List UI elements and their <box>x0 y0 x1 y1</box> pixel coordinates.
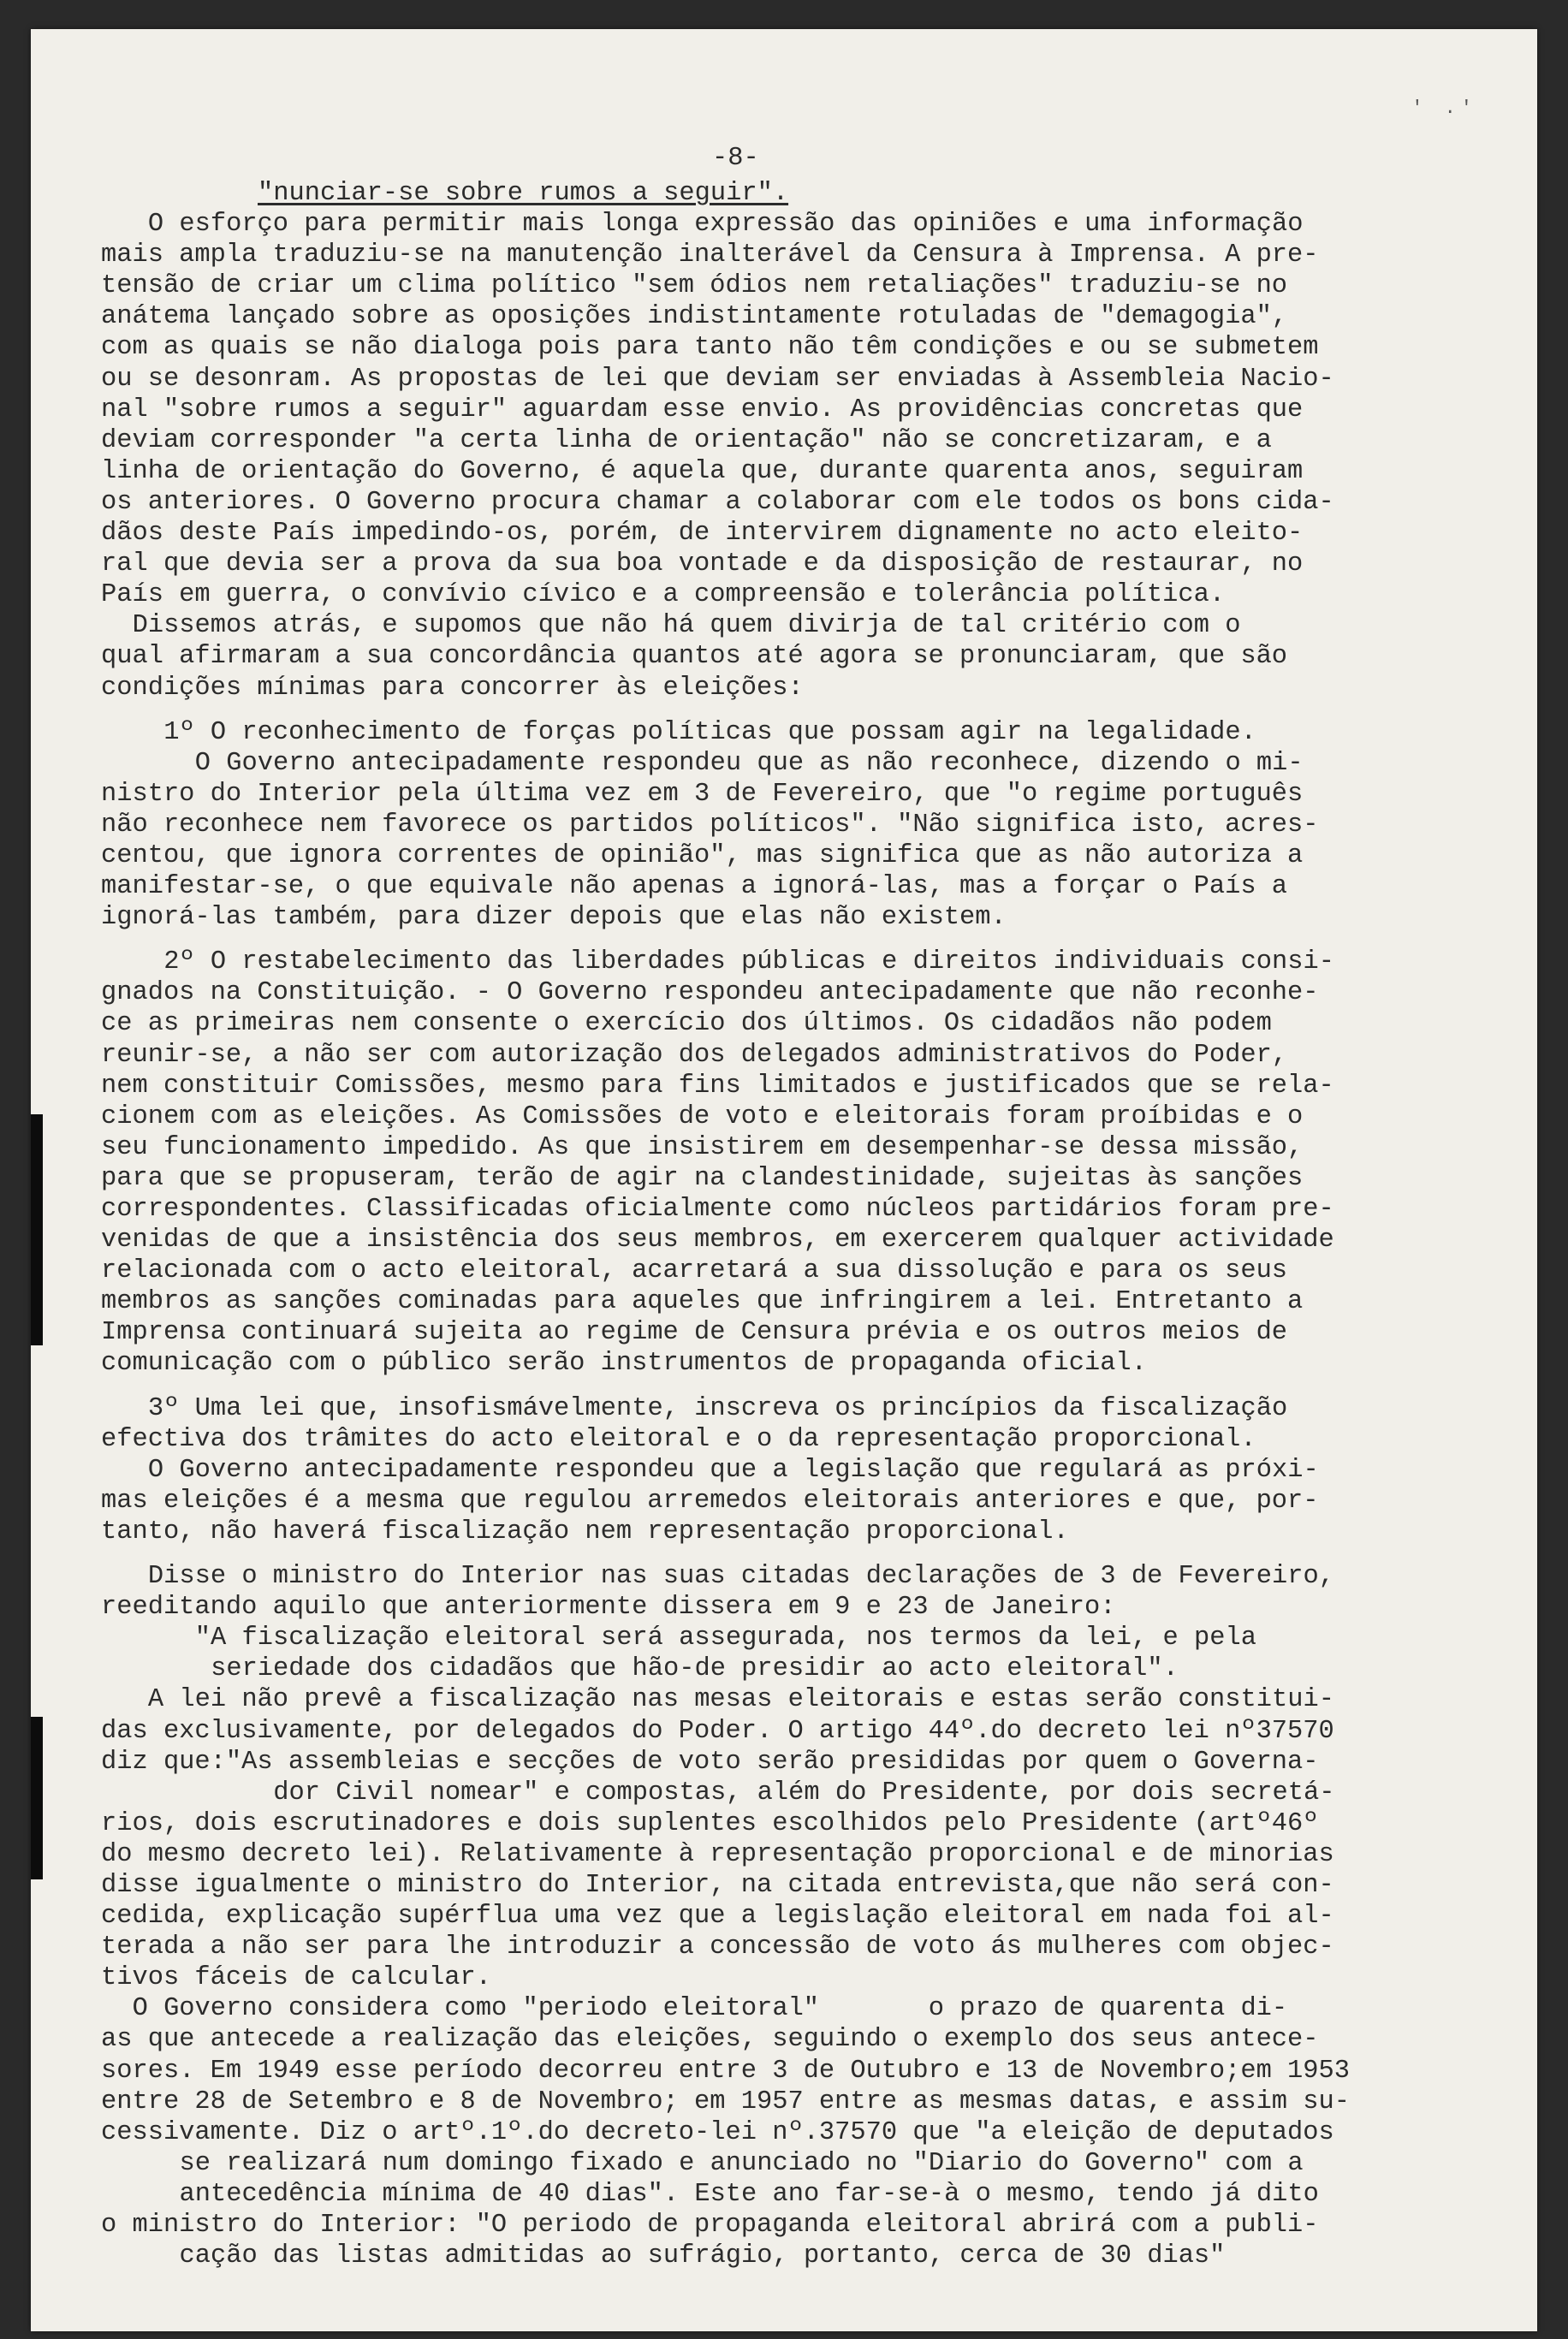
text-line: anátema lançado sobre as oposições indistintamente rotuladas de "demagogia", <box>101 302 1288 332</box>
text-line: País em guerra, o convívio cívico e a compreensão e tolerância política. <box>101 580 1226 610</box>
text-line: O esforço para permitir mais longa expressão das opiniões e uma informação <box>147 210 1304 240</box>
paragraph-gap <box>101 703 1470 717</box>
typewritten-body <box>101 137 1470 2271</box>
scan-edge-mark <box>31 1114 43 1345</box>
text-line: terada a não ser para lhe introduzir a concessão de voto ás mulheres com objec- <box>101 1932 1334 1962</box>
text-line: cionem com as eleições. As Comissões de voto e eleitorais foram proíbidas e o <box>101 1101 1304 1131</box>
text-line: membros as sanções cominadas para aqueles que infringirem a lei. Entretanto a <box>101 1287 1304 1317</box>
text-line: Dissemos atrás, e supomos que não há quem divirja de tal critério com o <box>132 611 1241 641</box>
text-line: 1º O reconhecimento de forças políticas que possam agir na legalidade. <box>163 717 1256 747</box>
text-line: reeditando aquilo que anteriormente dissera em 9 e 23 de Janeiro: <box>101 1593 1116 1623</box>
text-line: qual afirmaram a sua concordância quantos até agora se pronunciaram, que são <box>101 642 1288 672</box>
text-line: Disse o ministro do Interior nas suas citadas declarações de 3 de Fevereiro, <box>147 1562 1334 1592</box>
text-line: manifestar-se, o que equivale não apenas a ignorá-las, mas a forçar o País a <box>101 872 1288 902</box>
text-line: cedida, explicação supérflua uma vez que a legislação eleitoral em nada foi al- <box>101 1902 1334 1932</box>
text-line: centou, que ignora correntes de opinião", mas significa que as não autoriza a <box>101 840 1304 870</box>
text-line: Imprensa continuará sujeita ao regime de Censura prévia e os outros meios de <box>101 1318 1288 1348</box>
text-line: O Governo antecipadamente respondeu que a legislação que regulará as próxi- <box>147 1455 1319 1485</box>
text-line: nem constituir Comissões, mesmo para fins limitados e justificados que se rela- <box>101 1071 1334 1101</box>
text-line: gnados na Constituição. - O Governo respondeu antecipadamente que não reconhe- <box>101 978 1319 1008</box>
text-line: diz que:"As assembleias e secções de voto serão presididas por quem o Governa- <box>101 1747 1319 1777</box>
text-line: com as quais se não dialoga pois para tanto não têm condições e ou se submetem <box>101 333 1319 363</box>
text-line: se realizará num domingo fixado e anunciado no "Diario do Governo" com a <box>179 2148 1304 2178</box>
text-line: ce as primeiras nem consente o exercício dos últimos. Os cidadãos não podem <box>101 1009 1272 1039</box>
text-line: entre 28 de Setembro e 8 de Novembro; em 1957 entre as mesmas datas, e assim su- <box>101 2087 1350 2116</box>
paragraph-gap <box>101 1547 1470 1561</box>
text-line: tivos fáceis de calcular. <box>101 1963 491 1993</box>
text-line: nistro do Interior pela última vez em 3 de Fevereiro, que "o regime português <box>101 779 1304 809</box>
text-line: comunicação com o público serão instrumentos de propaganda oficial. <box>101 1349 1147 1379</box>
text-line: efectiva dos trâmites do acto eleitoral e o da representação proporcional. <box>101 1424 1256 1454</box>
text-line: O Governo considera como "periodo eleitoral" o prazo de quarenta di- <box>132 1994 1288 2024</box>
text-line: mais ampla traduziu-se na manutenção inalterável da Censura à Imprensa. A pre- <box>101 240 1319 270</box>
paragraph-gap <box>101 1380 1470 1393</box>
text-line: para que se propuseram, terão de agir na clandestinidade, sujeitas às sanções <box>101 1163 1304 1193</box>
paragraph-gap <box>101 933 1470 947</box>
text-line: correspondentes. Classificadas oficialmente como núcleos partidários foram pre- <box>101 1195 1334 1224</box>
text-line: seu funcionamento impedido. As que insistirem em desempenhar-se dessa missão, <box>101 1132 1304 1162</box>
ink-specks: ' .' <box>1411 98 1477 119</box>
text-line: nal "sobre rumos a seguir" aguardam esse envio. As providências concretas que <box>101 395 1304 424</box>
text-line: "A fiscalização eleitoral será assegurada, nos termos da lei, e pela <box>194 1624 1256 1653</box>
text-line: antecedência mínima de 40 dias". Este ano far-se-à o mesmo, tendo já dito <box>179 2179 1319 2209</box>
text-line: o ministro do Interior: "O periodo de propaganda eleitoral abrirá com a publi- <box>101 2211 1319 2240</box>
text-line: 2º O restabelecimento das liberdades públicas e direitos individuais consi- <box>163 947 1334 977</box>
text-line: 3º Uma lei que, insofismávelmente, inscreva os princípios da fiscalização <box>147 1393 1288 1423</box>
scan-edge-mark <box>31 1717 43 1879</box>
text-line: cação das listas admitidas ao sufrágio, portanto, cerca de 30 dias" <box>179 2241 1226 2271</box>
text-line: condições mínimas para concorrer às eleições: <box>101 673 804 703</box>
text-line: cessivamente. Diz o artº.1º.do decreto-lei nº.37570 que "a eleição de deputados <box>101 2117 1334 2147</box>
text-line: do mesmo decreto lei). Relativamente à representação proporcional e de minorias <box>101 1839 1334 1869</box>
text-line: dãos deste País impedindo-os, porém, de intervirem dignamente no acto eleito- <box>101 519 1304 549</box>
text-line: dor Civil nomear" e compostas, além do Presidente, por dois secretá- <box>273 1778 1335 1808</box>
text-line: ral que devia ser a prova da sua boa vontade e da disposição de restaurar, no <box>101 549 1304 579</box>
text-line: O Governo antecipadamente respondeu que as não reconhece, dizendo o mi- <box>194 748 1304 778</box>
text-line: rios, dois escrutinadores e dois suplentes escolhidos pelo Presidente (artº46º <box>101 1808 1319 1838</box>
text-line: os anteriores. O Governo procura chamar a colaborar com ele todos os bons cida- <box>101 487 1334 517</box>
text-line: venidas de que a insistência dos seus membros, em exercerem qualquer actividade <box>101 1226 1334 1256</box>
text-line: deviam corresponder "a certa linha de orientação" não se concretizaram, e a <box>101 425 1272 455</box>
text-line: disse igualmente o ministro do Interior, na citada entrevista,que não será con- <box>101 1870 1334 1900</box>
text-line: tanto, não haverá fiscalização nem representação proporcional. <box>101 1517 1069 1546</box>
text-line: relacionada com o acto eleitoral, acarretará a sua dissolução e para os seus <box>101 1256 1288 1286</box>
text-line: as que antecede a realização das eleições, seguindo o exemplo dos seus antece- <box>101 2025 1319 2055</box>
page-number: -8- <box>712 144 759 173</box>
text-line: ou se desonram. As propostas de lei que deviam ser enviadas à Assembleia Nacio- <box>101 364 1334 394</box>
text-line: tensão de criar um clima político "sem ódios nem retaliações" traduziu-se no <box>101 271 1288 301</box>
text-line: seriedade dos cidadãos que hão-de presidir ao acto eleitoral". <box>211 1654 1179 1684</box>
text-line: sores. Em 1949 esse período decorreu entre 3 de Outubro e 13 de Novembro;em 1953 <box>101 2056 1350 2086</box>
text-line: reunir-se, a não ser com autorização dos delegados administrativos do Poder, <box>101 1040 1288 1070</box>
text-line: A lei não prevê a fiscalização nas mesas eleitorais e estas serão constitui- <box>147 1685 1334 1715</box>
text-line: linha de orientação do Governo, é aquela que, durante quarenta anos, seguiram <box>101 456 1304 486</box>
text-line: mas eleições é a mesma que regulou arremedos eleitorais anteriores e que, por- <box>101 1486 1319 1516</box>
text-line: das exclusivamente, por delegados do Poder. O artigo 44º.do decreto lei nº37570 <box>101 1716 1334 1746</box>
text-line: "nunciar-se sobre rumos a seguir". <box>258 179 789 208</box>
text-line: não reconhece nem favorece os partidos políticos". "Não significa isto, acres- <box>101 810 1319 840</box>
text-line: ignorá-las também, para dizer depois que elas não existem. <box>101 903 1007 933</box>
